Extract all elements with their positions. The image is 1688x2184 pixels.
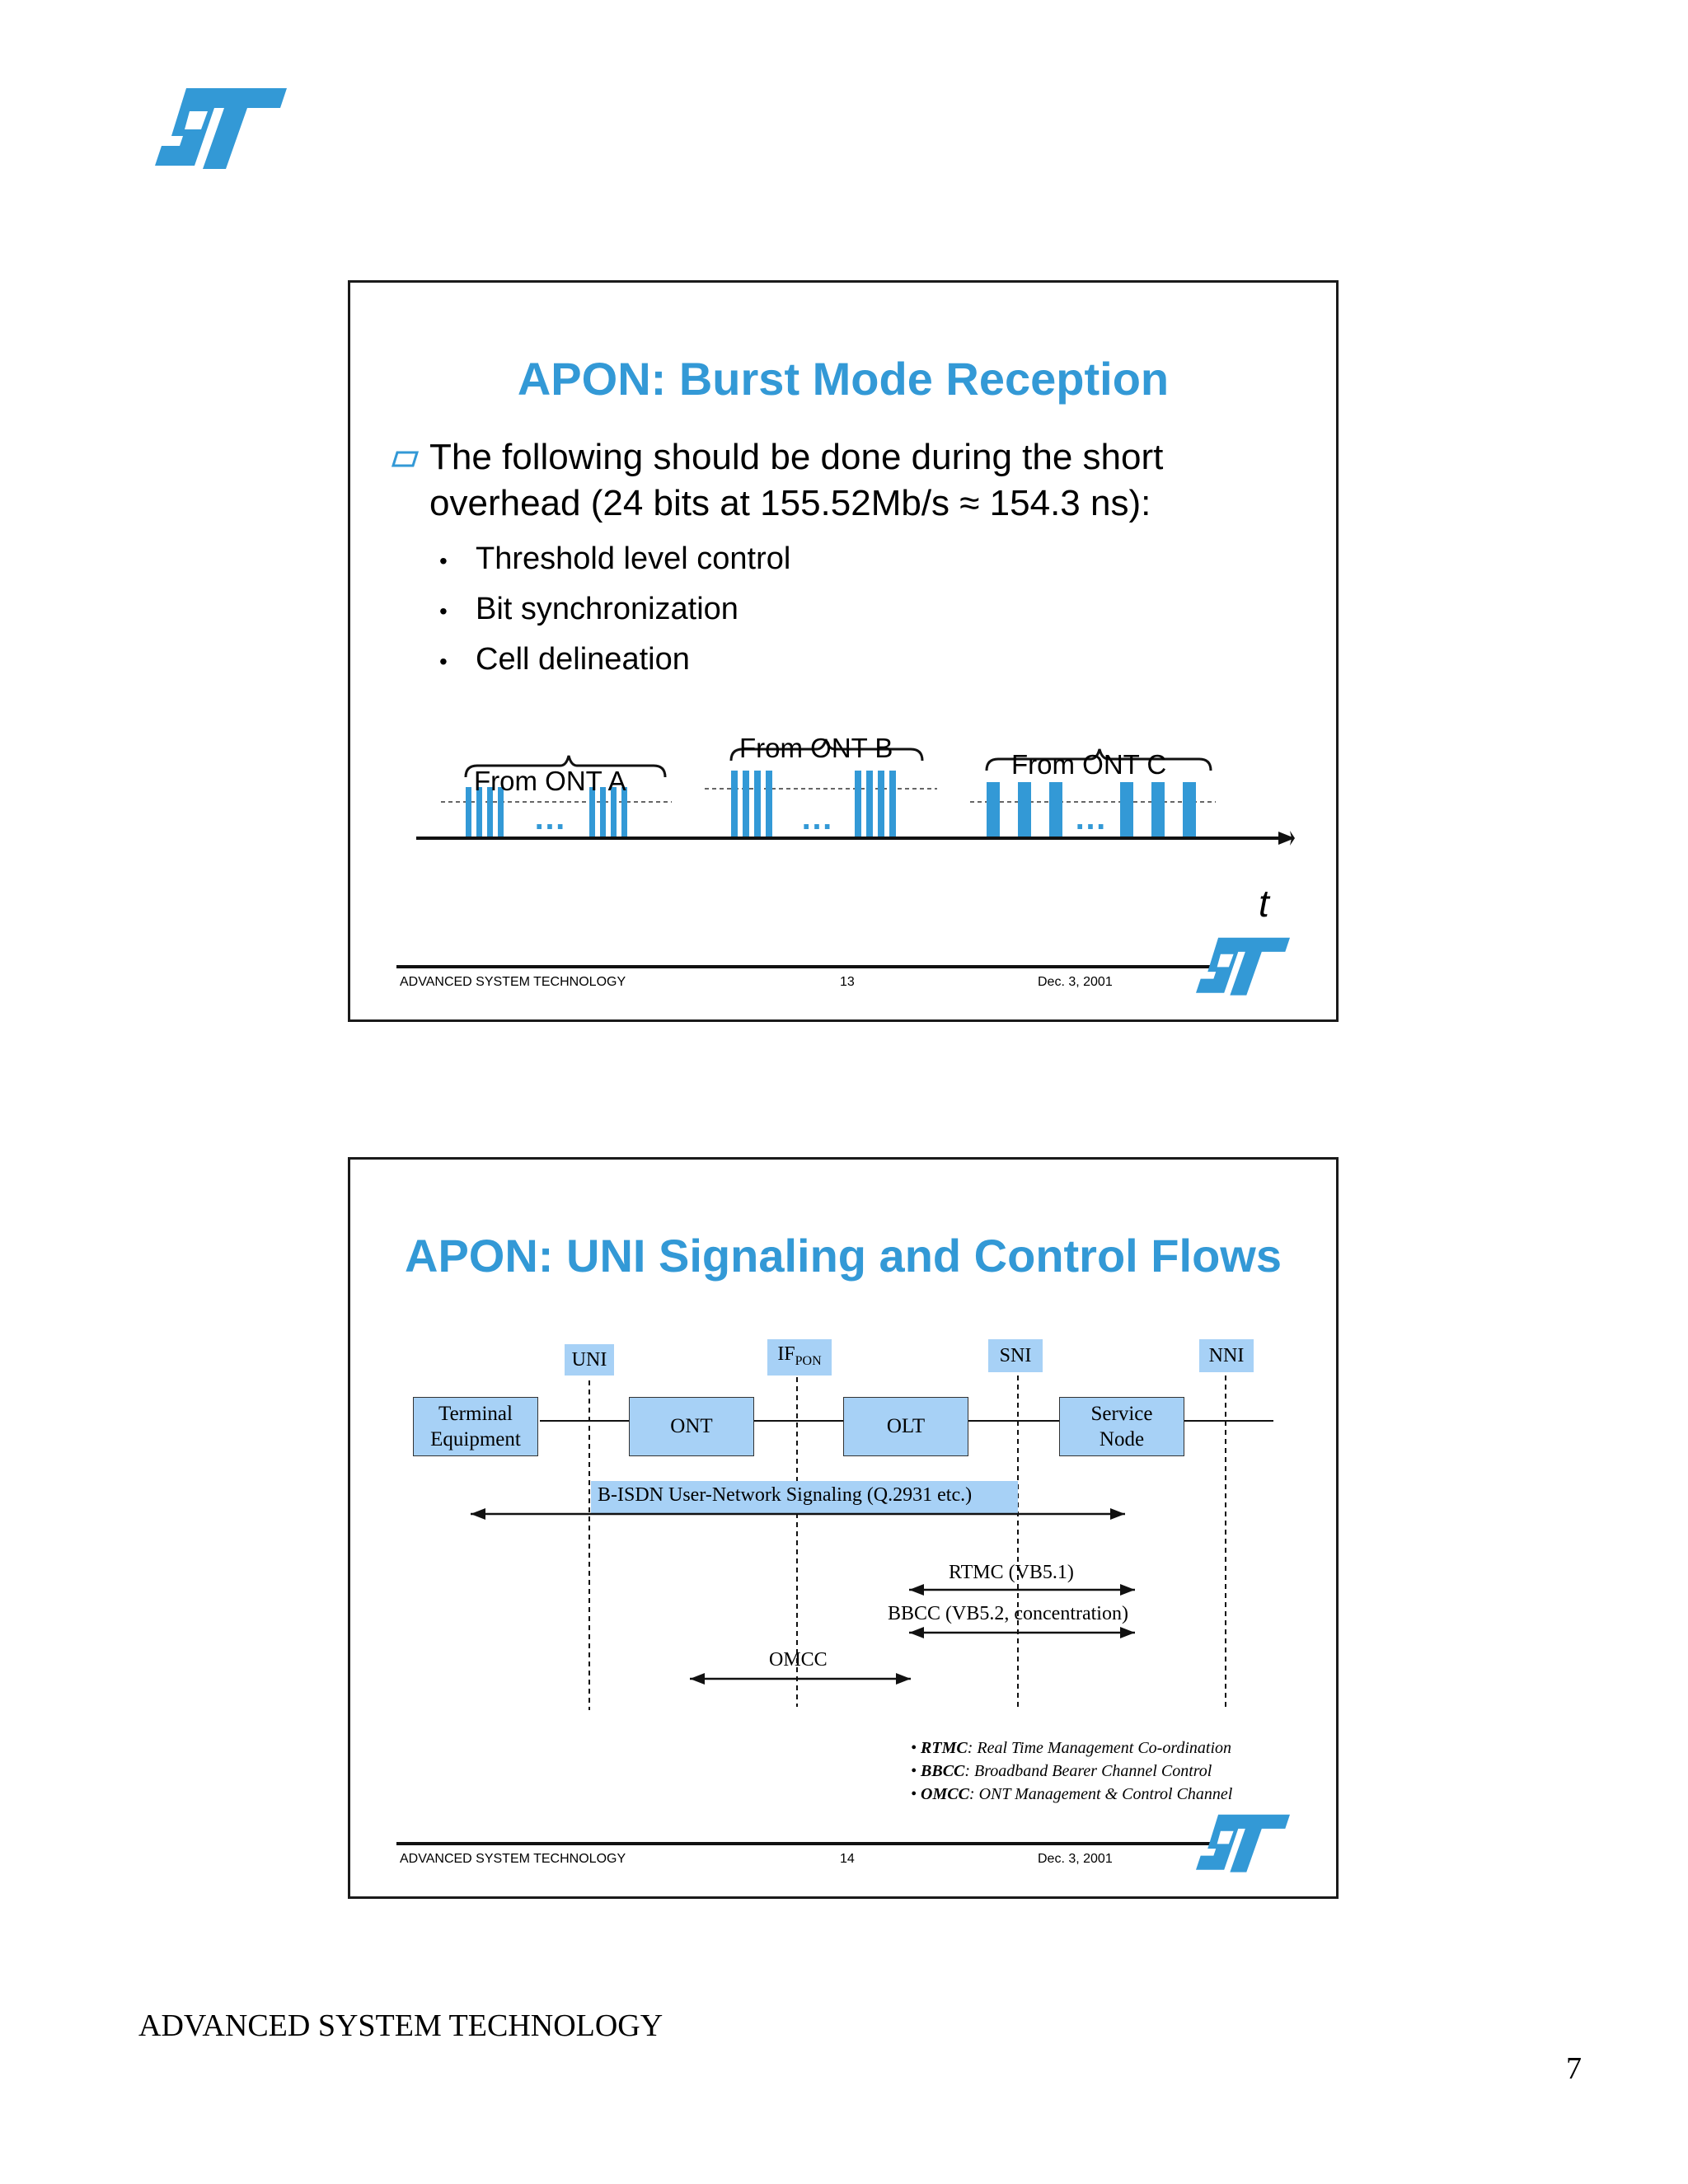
footer-org: ADVANCED SYSTEM TECHNOLOGY (400, 1852, 626, 1866)
legend-item: • OMCC: ONT Management & Control Channel (911, 1785, 1233, 1803)
main-bullet-line2: overhead (24 bits at 155.52Mb/s ≈ 154.3 ns): (429, 483, 1151, 523)
omcc-label: OMCC (769, 1649, 828, 1671)
node-service-node: Service Node (1059, 1397, 1184, 1456)
sub-bullet: • Threshold level control (439, 541, 791, 576)
legend-item: • RTMC: Real Time Management Co-ordination (911, 1739, 1232, 1757)
bisdn-label: B-ISDN User-Network Signaling (Q.2931 etc.) (598, 1484, 973, 1506)
interface-sni: SNI (988, 1339, 1043, 1372)
node-olt: OLT (843, 1397, 968, 1456)
sub-bullet-list (439, 535, 790, 686)
label-ont-b: From ONT B (739, 733, 893, 763)
main-bullet-line1: The following should be done during the short (429, 437, 1164, 477)
st-logo-icon (1196, 1812, 1290, 1873)
label-ont-a: From ONT A (474, 766, 626, 796)
page-number: 7 (1566, 2051, 1582, 2086)
footer-date: Dec. 3, 2001 (1038, 1852, 1113, 1866)
interface-nni: NNI (1199, 1339, 1254, 1372)
slide-number: 13 (840, 975, 855, 989)
main-bullet (429, 434, 1163, 527)
bbcc-label: BBCC (VB5.2, concentration) (888, 1603, 1128, 1624)
legend (911, 1736, 1232, 1806)
legend-item: • BBCC: Broadband Bearer Channel Control (911, 1762, 1212, 1780)
slide-title: APON: Burst Mode Reception (517, 353, 1170, 405)
sub-bullet: • Cell delineation (439, 642, 690, 677)
node-terminal-equipment: Terminal Equipment (413, 1397, 538, 1456)
slide-14 (348, 1157, 1339, 1899)
st-logo-icon (1196, 935, 1290, 996)
slide-number: 14 (840, 1852, 855, 1866)
ellipsis-c: … (1074, 800, 1107, 837)
slide-title: APON: UNI Signaling and Control Flows (405, 1230, 1282, 1282)
time-axis-label: t (1259, 882, 1269, 925)
node-ont: ONT (629, 1397, 754, 1456)
footer-rule (396, 1842, 1221, 1845)
interface-ifpon: $IF_{PON}$ (767, 1339, 832, 1376)
hollow-square-bullet-icon (392, 449, 420, 469)
ellipsis-b: … (800, 800, 833, 837)
slide-13 (348, 280, 1339, 1022)
footer-date: Dec. 3, 2001 (1038, 975, 1113, 989)
label-ont-c: From ONT C (1011, 749, 1167, 780)
interface-uni: UNI (565, 1344, 614, 1376)
footer-org: ADVANCED SYSTEM TECHNOLOGY (400, 975, 626, 989)
ellipsis-a: … (533, 800, 566, 837)
footer-rule (396, 965, 1221, 968)
page-footer-org: ADVANCED SYSTEM TECHNOLOGY (138, 2008, 663, 2043)
st-logo-icon (155, 86, 287, 170)
sub-bullet: • Bit synchronization (439, 592, 738, 626)
rtmc-label: RTMC (VB5.1) (949, 1562, 1074, 1583)
